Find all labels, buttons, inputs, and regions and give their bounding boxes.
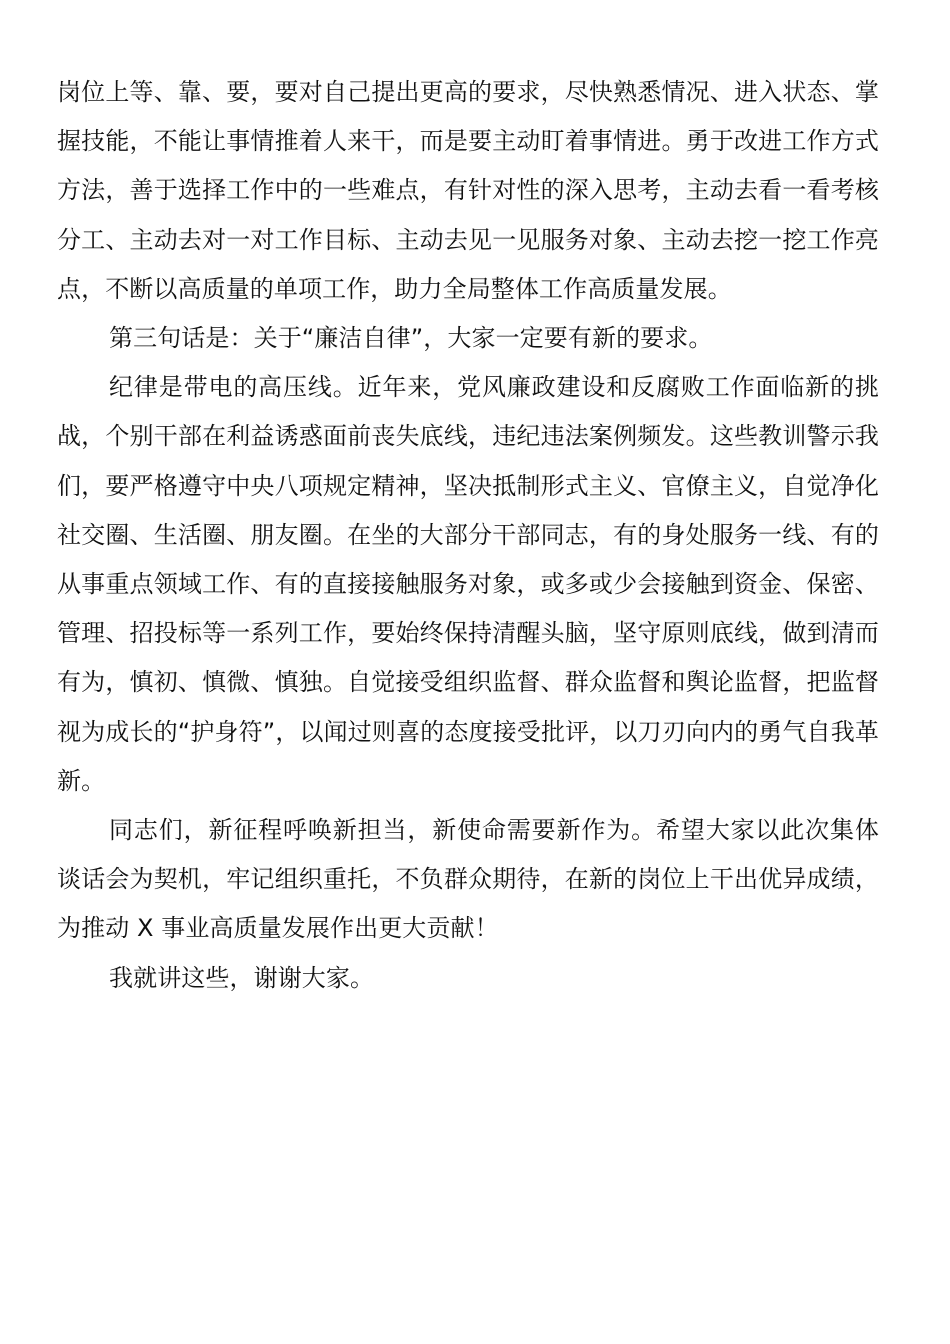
paragraph-closing-remarks: 同志们，新征程呼唤新担当，新使命需要新作为。希望大家以此次集体谈话会为契机，牢记组织重托，不负群众期待，在新的岗位上干出优异成绩，为推动 X 事业高质量发展作出更大贡献！ bbox=[57, 816, 879, 943]
document-page bbox=[57, 68, 879, 1003]
paragraph-thanks: 我就讲这些，谢谢大家。 bbox=[109, 963, 375, 992]
paragraph-continuation: 岗位上等、靠、要，要对自己提出更高的要求，尽快熟悉情况、进入状态、掌握技能，不能让事情推着人来干，而是要主动盯着事情进。勇于改进工作方式方法，善于选择工作中的一些难点，有针对性的深入思考，主动去看一看考核分工、主动去对一对工作目标、主动去见一见服务对象、主动去挖一挖工作亮点，不断以高质量的单项工作，助力全局整体工作高质量发展。 bbox=[57, 78, 879, 303]
paragraph-heading-third-point: 第三句话是：关于“廉洁自律”，大家一定要有新的要求。 bbox=[109, 324, 713, 353]
paragraph-discipline: 纪律是带电的高压线。近年来，党风廉政建设和反腐败工作面临新的挑战，个别干部在利益诱惑面前丧失底线，违纪违法案例频发。这些教训警示我们，要严格遵守中央八项规定精神，坚决抵制形式主义、官僚主义，自觉净化社交圈、生活圈、朋友圈。在坐的大部分干部同志，有的身处服务一线、有的从事重点领域工作、有的直接接触服务对象，或多或少会接触到资金、保密、管理、招投标等一系列工作，要始终保持清醒头脑，坚守原则底线，做到清而有为，慎初、慎微、慎独。自觉接受组织监督、群众监督和舆论监督，把监督视为成长的“护身符”，以闻过则喜的态度接受批评，以刀刃向内的勇气自我革新。 bbox=[57, 373, 879, 795]
